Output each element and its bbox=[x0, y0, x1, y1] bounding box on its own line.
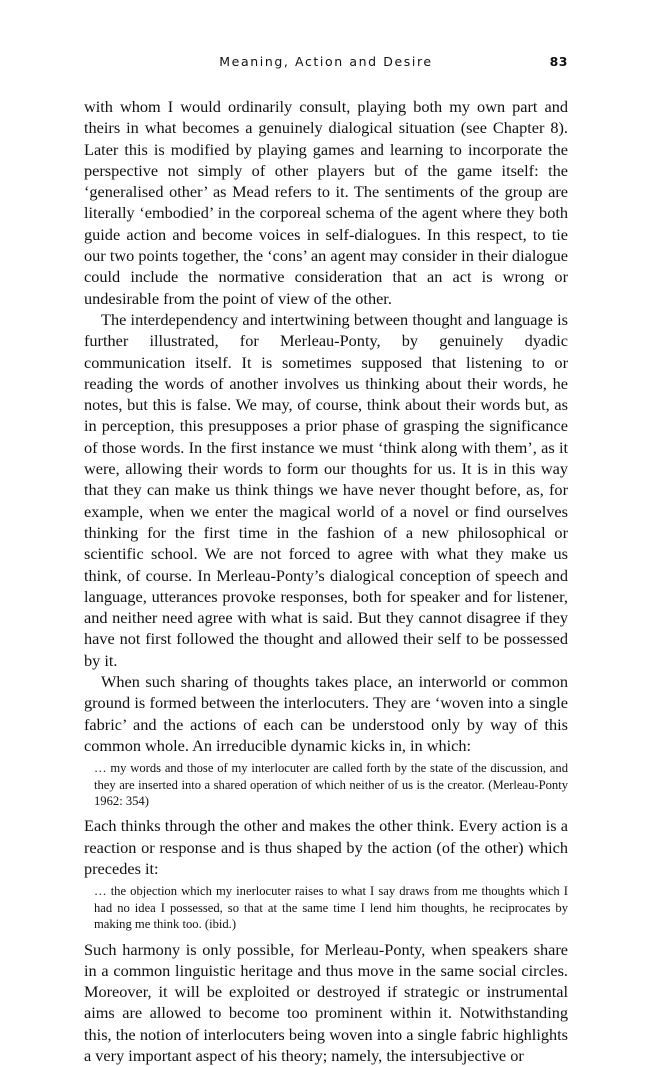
body-text bbox=[84, 96, 568, 1066]
paragraph-interdependency: The interdependency and intertwining between thought and language is further illustrated, for Merleau-Ponty, by genuinely dyadic communication itself. It is sometimes supposed that listening to or reading the words of another involves us thinking about their words, he notes, but this is false. We may, of course, think about their words but, as in perception, this presupposes a prior phase of grasping the significance of those words. In the first instance we must ‘think along with them’, as it were, allowing their words to form our thoughts for us. It is in this way that they can make us think things we have never thought before, as, for example, when we enter the magical world of a novel or find ourselves thinking for the first time in the fashion of a new philosophical or scientific school. We are not forced to agree with what they make us think, of course. In Merleau-Ponty’s dialogical conception of speech and language, utterances provoke responses, both for speaker and for listener, and neither need agree with what is said. But they cannot disagree if they have not first followed the thought and allowed their self to be possessed by it. bbox=[84, 309, 568, 670]
paragraph-harmony: Such harmony is only possible, for Merleau-Ponty, when speakers share in a common linguistic heritage and thus move in the same social circles. Moreover, it will be exploited or destroyed if strategic or instrumental aims are allowed to become too prominent within it. Notwithstanding this, the notion of interlocuters being woven into a single fabric highlights a very important aspect of his theory; namely, the intersubjective or bbox=[84, 939, 568, 1066]
paragraph-continuation: with whom I would ordinarily consult, playing both my own part and theirs in what becomes a genuinely dialogical situation (see Chapter 8). Later this is modified by playing games and learning to incorporate the perspective not simply of other players but of the game itself: the ‘generalised other’ as Mead refers to it. The sentiments of the group are literally ‘embodied’ in the corporeal schema of the agent where they both guide action and become voices in self-dialogues. In this respect, to tie our two points together, the ‘cons’ an agent may consider in their dialogue could include the normative consideration that an act is wrong or undesirable from the point of view of the other. bbox=[84, 97, 568, 308]
block-quote: … my words and those of my interlocuter are called forth by the state of the discussion, and they are inserted into a shared operation of which neither of us is the creator. (Merleau-Ponty 1962: 354) bbox=[94, 761, 568, 809]
block-quote: … the objection which my inerlocuter raises to what I say draws from me thoughts which I had no idea I possessed, so that at the same time I lend him thoughts, he reciprocates by making me think too. (ibid.) bbox=[94, 884, 568, 932]
running-title: Meaning, Action and Desire bbox=[219, 54, 433, 69]
paragraph-each-thinks: Each thinks through the other and makes the other think. Every action is a reaction or response and is thus shaped by the action (of the other) which precedes it: bbox=[84, 816, 568, 879]
page-header bbox=[84, 54, 568, 74]
page-number: 83 bbox=[549, 54, 568, 69]
paragraph-sharing-thoughts: When such sharing of thoughts takes place, an interworld or common ground is formed between the interlocuters. They are ‘woven into a single fabric’ and the actions of each can be understood only by way of this common whole. An irreducible dynamic kicks in, in which: bbox=[84, 672, 568, 755]
